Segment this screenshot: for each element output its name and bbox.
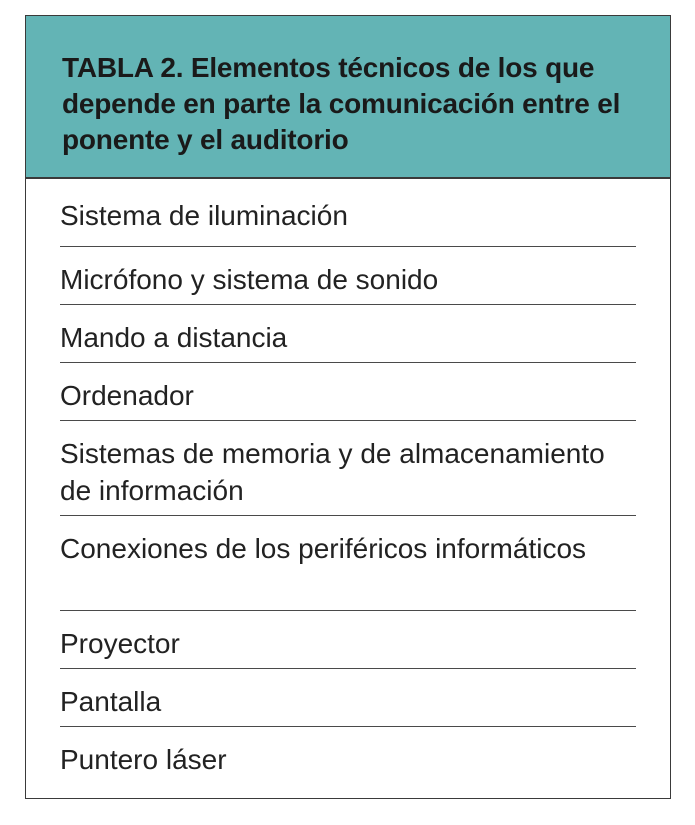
table-row: Ordenador: [60, 363, 636, 421]
table-header: [26, 16, 670, 179]
table-container: [25, 15, 671, 799]
table-row: Mando a distancia: [60, 305, 636, 363]
table-row: Sistemas de memoria y de almacenamiento de información: [60, 421, 636, 516]
table-row: Puntero láser: [60, 744, 227, 775]
table-row: Proyector: [60, 611, 636, 669]
table-row: Conexiones de los periféricos informáticos: [60, 516, 636, 611]
table-row: Pantalla: [60, 669, 636, 727]
table-title: TABLA 2. Elementos técnicos de los que depende en parte la comunicación entre el ponente y el auditorio: [62, 52, 621, 155]
table-body: [26, 179, 670, 785]
table-row: Sistema de iluminación: [60, 179, 636, 247]
table-row: Micrófono y sistema de sonido: [60, 247, 636, 305]
